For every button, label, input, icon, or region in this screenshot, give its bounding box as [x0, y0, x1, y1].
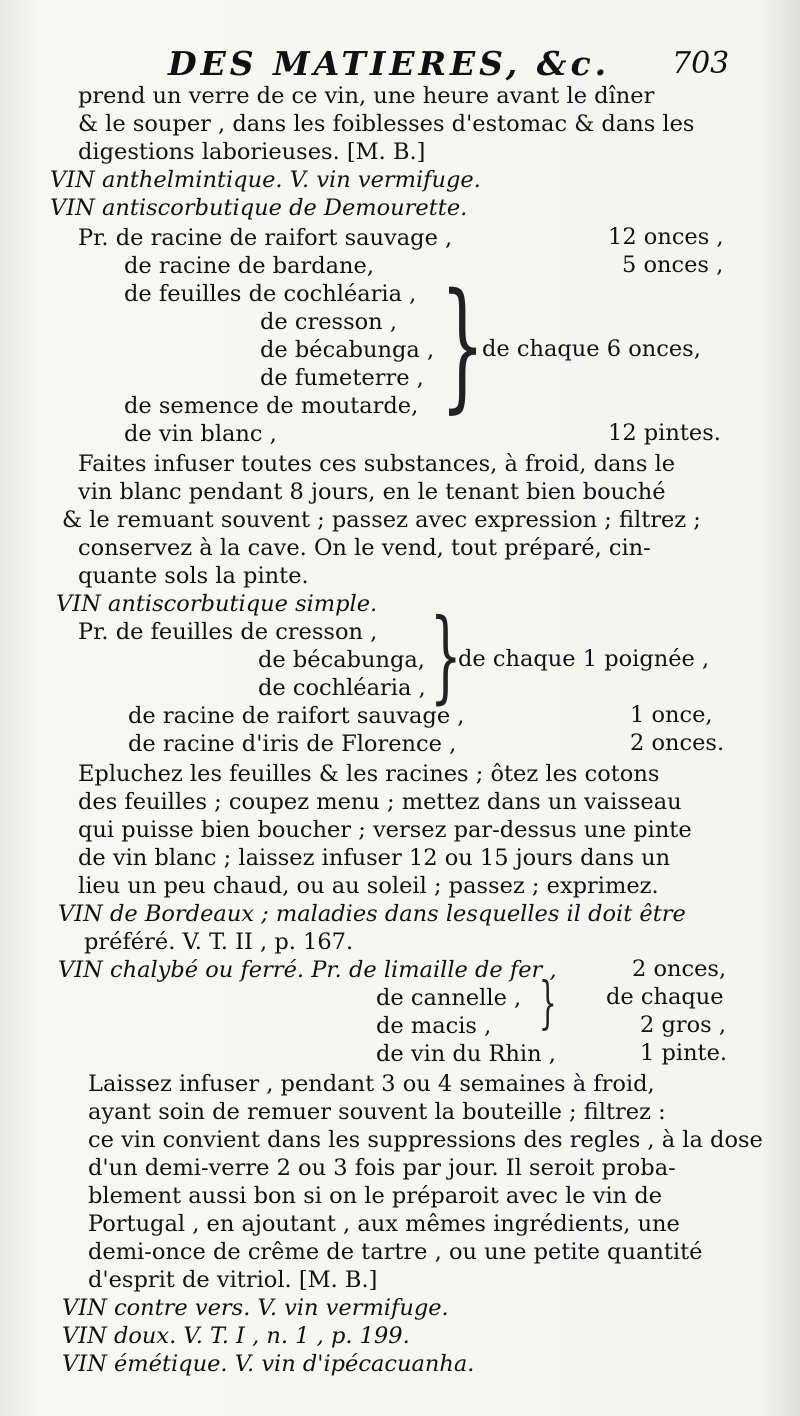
text-line: & le remuant souvent ; passez avec expression ; filtrez ; [62, 507, 701, 533]
text-line: qui puisse bien boucher ; versez par-dessus une pinte [78, 817, 692, 843]
recipe-quantity: 1 pinte. [640, 1040, 728, 1066]
text-line: demi-once de crême de tartre , ou une petite quantité [88, 1239, 703, 1265]
recipe-line: de bécabunga , [260, 337, 435, 363]
recipe-quantity: 2 onces, [632, 956, 727, 982]
recipe-quantity: de chaque [606, 984, 724, 1010]
index-entry: VIN antiscorbutique simple. [56, 591, 378, 617]
index-entry: VIN de Bordeaux ; maladies dans lesquelles il doit être [58, 901, 686, 927]
recipe-line: de cannelle , [376, 985, 522, 1011]
recipe-line: de cochléaria , [258, 675, 426, 701]
recipe-line: de macis , [376, 1013, 492, 1039]
page-number: 703 [672, 46, 730, 81]
recipe-quantity: 5 onces , [622, 252, 724, 278]
running-header [0, 44, 800, 84]
text-line: Epluchez les feuilles & les racines ; ôtez les cotons [78, 761, 660, 787]
text-line: Portugal , en ajoutant , aux mêmes ingrédients, une [88, 1211, 680, 1237]
recipe-line: de cresson , [260, 309, 397, 335]
recipe-quantity: 2 gros , [640, 1012, 727, 1038]
recipe-line: de semence de moutarde, [124, 393, 419, 419]
text-line: Faites infuser toutes ces substances, à froid, dans le [78, 451, 676, 477]
text-line: d'esprit de vitriol. [M. B.] [88, 1267, 378, 1293]
index-entry: VIN anthelmintique. V. vin vermifuge. [50, 167, 481, 193]
text-line: blement aussi bon si on le préparoit avec le vin de [88, 1183, 663, 1209]
recipe-line: de fumeterre , [260, 365, 424, 391]
recipe-line: de feuilles de cochléaria , [124, 281, 417, 307]
index-entry: VIN antiscorbutique de Demourette. [50, 195, 468, 221]
text-line: prend un verre de ce vin, une heure avant le dîner [78, 83, 655, 109]
curly-brace-icon: } [440, 264, 485, 427]
recipe-line: de bécabunga, [258, 647, 425, 673]
recipe-line: de racine de raifort sauvage , [128, 703, 465, 729]
text-line: ayant soin de remuer souvent la bouteille ; filtrez : [88, 1099, 666, 1125]
recipe-line: de vin blanc , [124, 421, 277, 447]
recipe-quantity: 1 once, [630, 702, 713, 728]
recipe-line: de racine d'iris de Florence , [128, 731, 457, 757]
curly-brace-icon: } [429, 597, 462, 714]
recipe-quantity: 2 onces. [630, 730, 725, 756]
recipe-quantity: de chaque 1 poignée , [458, 646, 710, 672]
recipe-quantity: 12 pintes. [608, 420, 721, 446]
text-line: lieu un peu chaud, ou au soleil ; passez ; exprimez. [78, 873, 659, 899]
text-line: vin blanc pendant 8 jours, en le tenant bien bouché [78, 479, 666, 505]
recipe-quantity: de chaque 6 onces, [482, 336, 701, 362]
text-line: des feuilles ; coupez menu ; mettez dans un vaisseau [78, 789, 682, 815]
curly-brace-icon: } [538, 971, 557, 1036]
text-line: quante sols la pinte. [78, 563, 309, 589]
text-line: de vin blanc ; laissez infuser 12 ou 15 jours dans un [78, 845, 671, 871]
recipe-line: Pr. de racine de raifort sauvage , [78, 225, 453, 251]
text-line: d'un demi-verre 2 ou 3 fois par jour. Il seroit proba- [88, 1155, 676, 1181]
index-entry: VIN émétique. V. vin d'ipécacuanha. [62, 1351, 475, 1377]
recipe-line: de racine de bardane, [124, 253, 375, 279]
recipe-quantity: 12 onces , [608, 224, 724, 250]
index-entry: VIN chalybé ou ferré. Pr. de limaille de fer , [58, 957, 557, 983]
recipe-line: de vin du Rhin , [376, 1041, 556, 1067]
text-line: préféré. V. T. II , p. 167. [84, 929, 354, 955]
header-title: DES MATIERES, &c. [168, 44, 611, 83]
index-entry: VIN doux. V. T. I , n. 1 , p. 199. [62, 1323, 410, 1349]
text-line: conservez à la cave. On le vend, tout préparé, cin- [78, 535, 651, 561]
text-line: digestions laborieuses. [M. B.] [78, 139, 426, 165]
text-line: ce vin convient dans les suppressions des regles , à la dose [88, 1127, 763, 1153]
text-line: & le souper , dans les foiblesses d'estomac & dans les [78, 111, 695, 137]
text-line: Laissez infuser , pendant 3 ou 4 semaines à froid, [88, 1071, 655, 1097]
recipe-line: Pr. de feuilles de cresson , [78, 619, 378, 645]
index-entry: VIN contre vers. V. vin vermifuge. [62, 1295, 449, 1321]
